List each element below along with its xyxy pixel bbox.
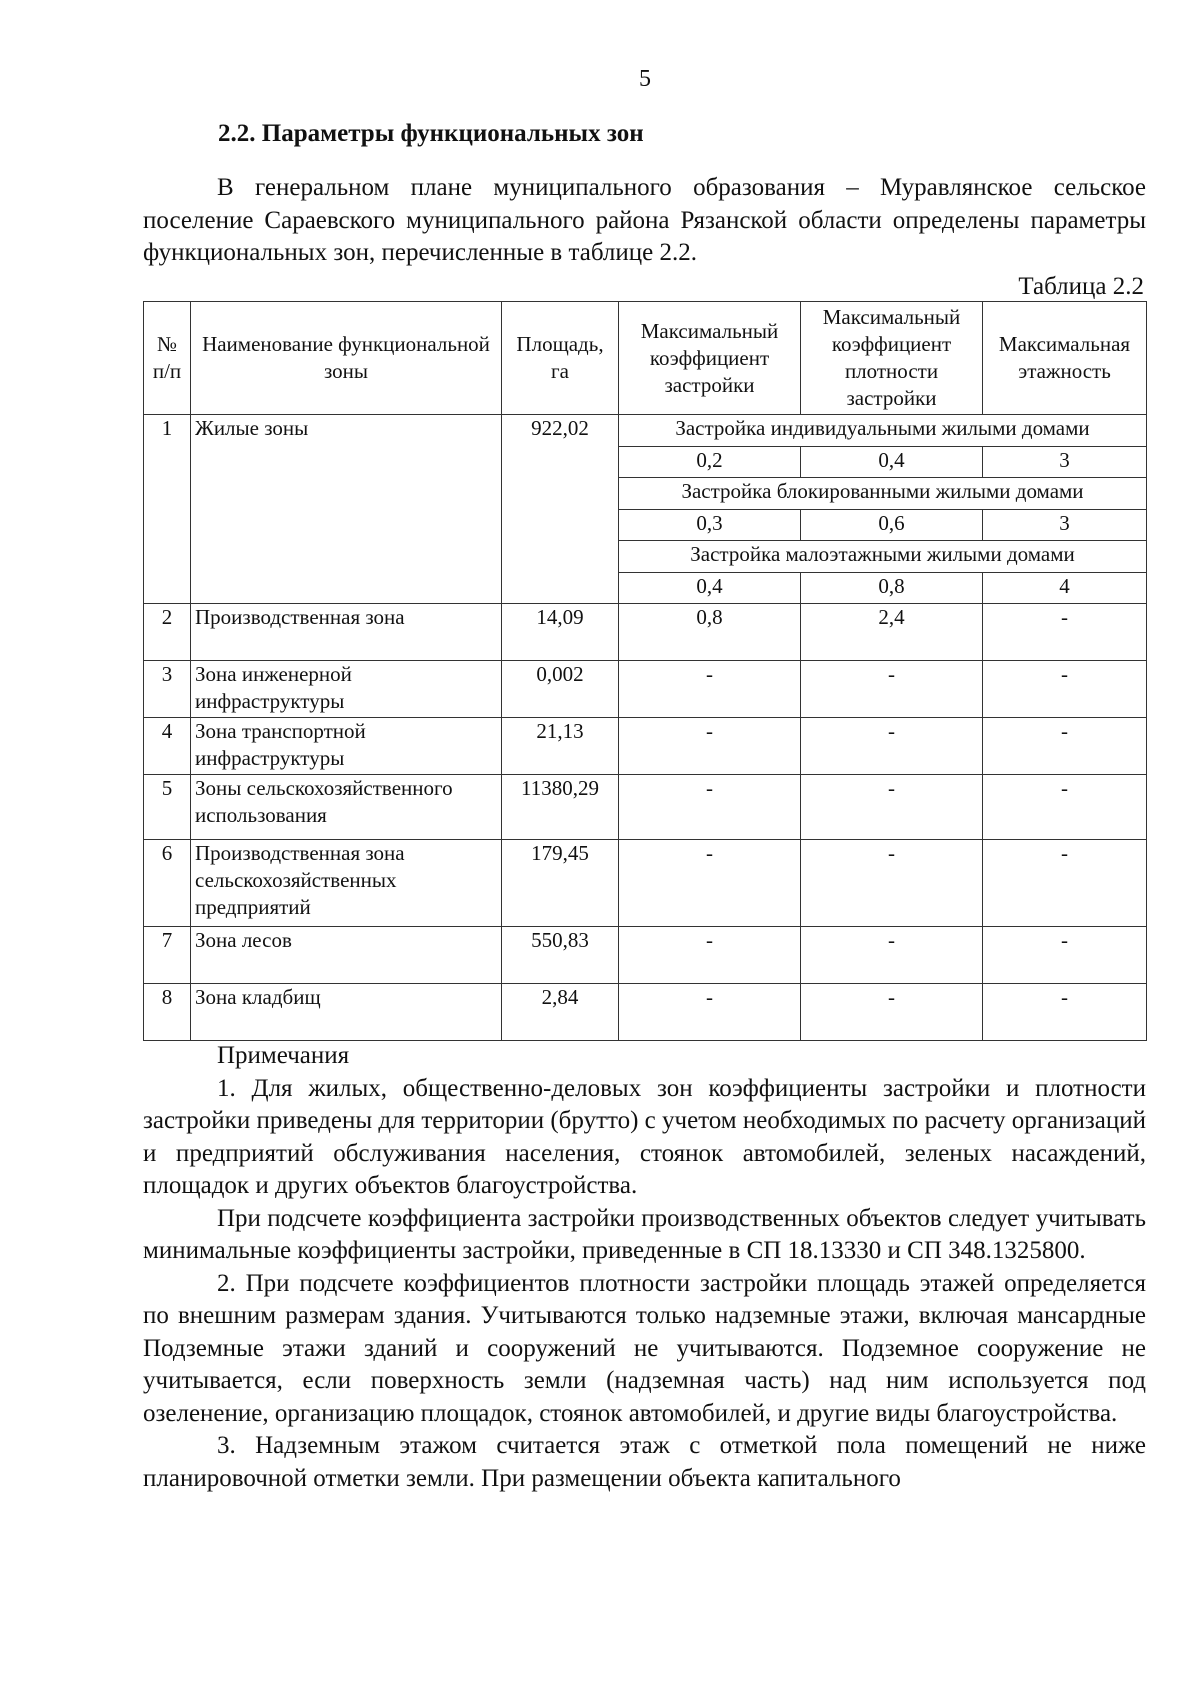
row-name: Зона инженерной инфраструктуры — [191, 661, 502, 718]
row-floors: 3 — [983, 447, 1147, 478]
row-density: - — [801, 984, 983, 1041]
row-floors: - — [983, 661, 1147, 718]
row-coef: - — [619, 840, 801, 927]
zones-table — [143, 301, 1147, 1041]
note-paragraph: 1. Для жилых, общественно-деловых зон коэффициенты застройки и плотности застройки приведены для территории (брутто) с учетом необходимых по расчету организаций и предприятий обслуживания населения, стоянок автомобилей, зеленых насаждений, площадок и других объектов благоустройства. — [143, 1074, 1146, 1199]
section-heading: 2.2. Параметры функциональных зон — [218, 120, 644, 147]
row-area: 14,09 — [502, 604, 619, 661]
row-name: Зона транспортной инфраструктуры — [191, 718, 502, 775]
row-density: - — [801, 718, 983, 775]
row-floors: - — [983, 775, 1147, 840]
table-row — [144, 840, 1147, 927]
row-num: 4 — [144, 718, 191, 775]
row-coef: - — [619, 661, 801, 718]
header-name: Наименование функциональной зоны — [191, 302, 502, 415]
row-area: 179,45 — [502, 840, 619, 927]
row-floors: - — [983, 984, 1147, 1041]
row-density: 0,8 — [801, 573, 983, 604]
row-coef: - — [619, 927, 801, 984]
row-floors: - — [983, 604, 1147, 661]
row-name: Производственная зона — [191, 604, 502, 661]
row-floors: - — [983, 840, 1147, 927]
subtype-label: Застройка малоэтажными жилыми домами — [619, 541, 1147, 573]
row-coef: - — [619, 775, 801, 840]
header-density: Максимальный коэффициент плотности застройки — [801, 302, 983, 415]
row-coef: 0,8 — [619, 604, 801, 661]
row-floors: - — [983, 718, 1147, 775]
row-area: 11380,29 — [502, 775, 619, 840]
row-area: 550,83 — [502, 927, 619, 984]
table-row — [144, 661, 1147, 718]
row-floors: 4 — [983, 573, 1147, 604]
row-density: - — [801, 661, 983, 718]
row-area: 922,02 — [502, 415, 619, 604]
row-coef: 0,4 — [619, 573, 801, 604]
notes-title: Примечания — [217, 1042, 350, 1069]
note-paragraph: 3. Надземным этажом считается этаж с отметкой пола помещений не ниже планировочной отметки земли. При размещении объекта капитального — [143, 1432, 1146, 1492]
row-floors: - — [983, 927, 1147, 984]
row-name: Зона кладбищ — [191, 984, 502, 1041]
header-floors: Максимальная этажность — [983, 302, 1147, 415]
table-header-row — [144, 302, 1147, 415]
row-num: 1 — [144, 415, 191, 604]
row-num: 7 — [144, 927, 191, 984]
row-num: 5 — [144, 775, 191, 840]
intro-paragraph — [143, 172, 1146, 270]
table-caption: Таблица 2.2 — [1018, 273, 1144, 300]
header-area: Площадь, га — [502, 302, 619, 415]
note-paragraph: 2. При подсчете коэффициентов плотности застройки площадь этажей определяется по внешним размерам здания. Учитываются только надземные этажи, включая мансардные Подземные этажи зданий и сооружений не учитываются. Подземное сооружение не учитывается, если поверхность земли (надземная часть) над ним используется под озеленение, организацию площадок, стоянок автомобилей, и другие виды благоустройства. — [143, 1269, 1146, 1427]
table-row — [144, 775, 1147, 840]
row-density: - — [801, 840, 983, 927]
note-paragraph: При подсчете коэффициента застройки производственных объектов следует учитывать минимальные коэффициенты застройки, приведенные в СП 18.13330 и СП 348.1325800. — [143, 1204, 1146, 1264]
header-num: № п/п — [144, 302, 191, 415]
subtype-label: Застройка индивидуальными жилыми домами — [619, 415, 1147, 447]
row-num: 2 — [144, 604, 191, 661]
row-density: - — [801, 775, 983, 840]
row-density: 0,6 — [801, 510, 983, 541]
intro-text: В генеральном плане муниципального образования – Муравлянское сельское поселение Сараевского муниципального района Рязанской области определены параметры функциональных зон, перечисленные в таблице 2.2. — [143, 174, 1146, 266]
row-area: 2,84 — [502, 984, 619, 1041]
row-num: 6 — [144, 840, 191, 927]
row-name: Жилые зоны — [191, 415, 502, 604]
row-name: Зоны сельскохозяйственного использования — [191, 775, 502, 840]
row-name: Производственная зона сельскохозяйственных предприятий — [191, 840, 502, 927]
notes-section — [143, 1040, 1146, 1495]
header-coef: Максимальный коэффициент застройки — [619, 302, 801, 415]
row-floors: 3 — [983, 510, 1147, 541]
table-row — [144, 927, 1147, 984]
page-number: 5 — [639, 66, 651, 92]
row-density: 2,4 — [801, 604, 983, 661]
table-row — [144, 984, 1147, 1041]
row-area: 21,13 — [502, 718, 619, 775]
row-area: 0,002 — [502, 661, 619, 718]
row-num: 3 — [144, 661, 191, 718]
row-density: - — [801, 927, 983, 984]
row-coef: 0,2 — [619, 447, 801, 478]
row-name: Зона лесов — [191, 927, 502, 984]
row-coef: - — [619, 984, 801, 1041]
row-num: 8 — [144, 984, 191, 1041]
table-row — [144, 718, 1147, 775]
table-row — [144, 415, 1147, 447]
row-coef: - — [619, 718, 801, 775]
table-row — [144, 604, 1147, 661]
row-coef: 0,3 — [619, 510, 801, 541]
row-density: 0,4 — [801, 447, 983, 478]
subtype-label: Застройка блокированными жилыми домами — [619, 478, 1147, 510]
